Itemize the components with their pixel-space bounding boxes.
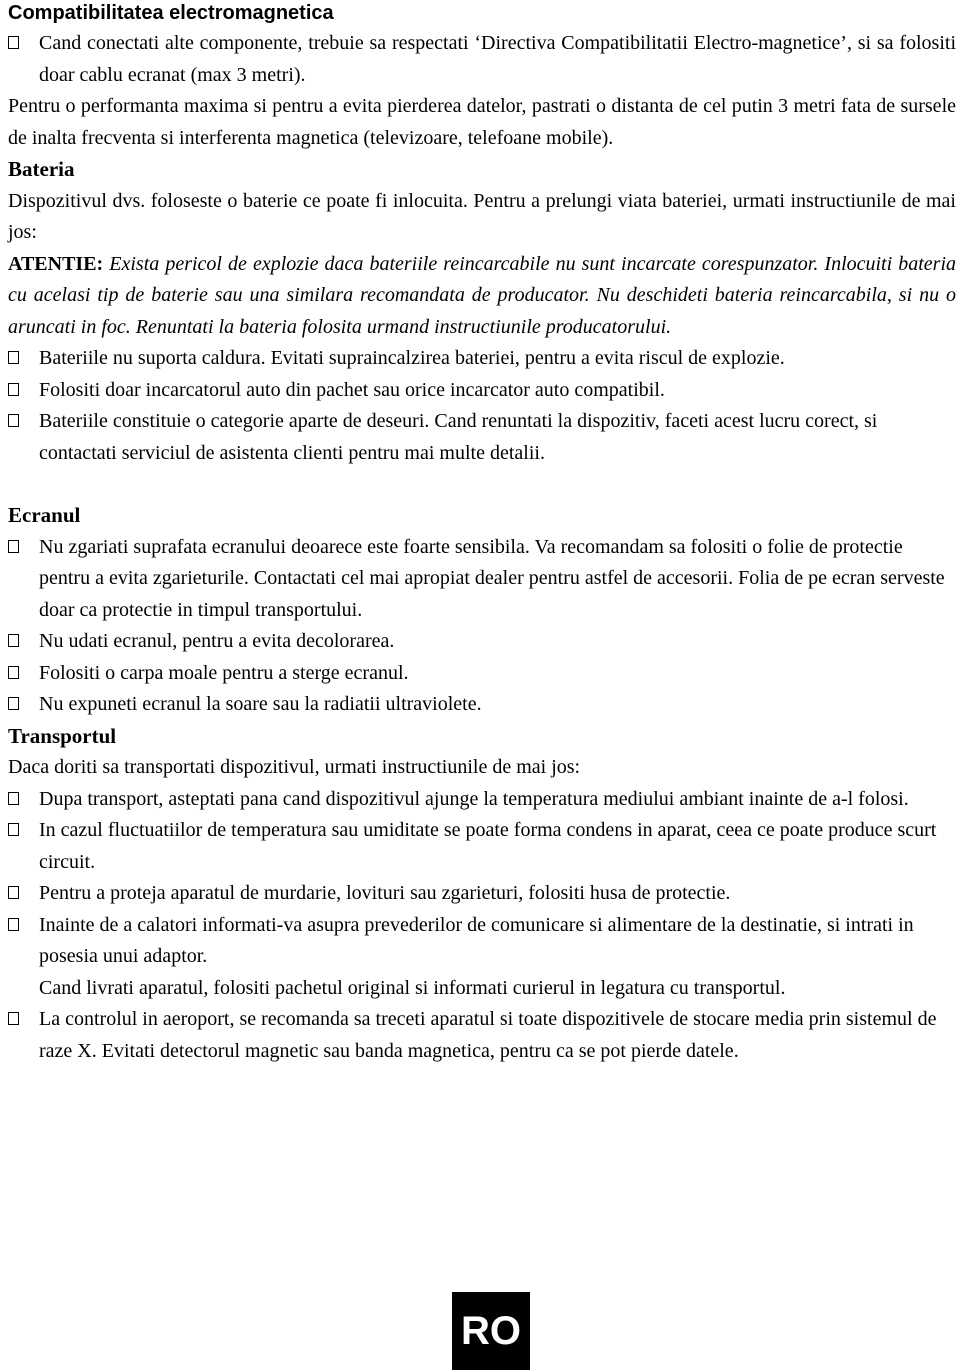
battery-warning [8, 249, 956, 344]
transport-intro: Daca doriti sa transportati dispozitivul, urmati instructiunile de mai jos: [8, 756, 581, 778]
screen-bullet-4: Nu expuneti ecranul la soare sau la radiatii ultraviolete. [8, 689, 956, 721]
battery-heading: Bateria [8, 157, 75, 181]
emc-paragraph: Pentru o performanta maxima si pentru a evita pierderea datelor, pastrati o distanta de cel putin 3 metri fata de sursele de inalta frecventa si interferenta magnetica (televizoare, telefoane mobile). [8, 95, 956, 149]
battery-bullet-3: Bateriile constituie o categorie aparte de deseuri. Cand renuntati la dispozitiv, faceti acest lucru corect, si contactati serviciul de asistenta clienti pentru mai multe detalii. [8, 406, 956, 469]
transport-bullet-3: Pentru a proteja aparatul de murdarie, lovituri sau zgarieturi, folositi husa de protectie. [8, 878, 956, 910]
square-bullet-icon [8, 1012, 19, 1025]
square-bullet-icon [8, 540, 19, 553]
warning-label: ATENTIE: [8, 252, 104, 275]
square-bullet-icon [8, 697, 19, 710]
transport-bullet-5: La controlul in aeroport, se recomanda sa treceti aparatul si toate dispozitivele de stocare media prin sistemul de raze X. Evitati detectorul magnetic sau banda magnetica, pentru ca se pot pierde datele. [8, 1004, 956, 1067]
transport-bullet-2: In cazul fluctuatiilor de temperatura sau umiditate se poate forma condens in aparat, ceea ce poate produce scurt circuit. [8, 815, 956, 878]
transport-heading: Transportul [8, 723, 117, 748]
language-badge: RO [452, 1292, 530, 1370]
square-bullet-icon [8, 886, 19, 899]
battery-bullet-2: Folositi doar incarcatorul auto din pachet sau orice incarcator auto compatibil. [8, 375, 956, 407]
transport-bullet-4: Inainte de a calatori informati-va asupra prevederilor de comunicare si alimentare de la destinatie, si intrati in posesia unui adaptor. [8, 910, 956, 973]
warning-text: Exista pericol de explozie daca bateriile reincarcabile nu sunt incarcate corespunzator. Inlocuiti bateria cu acelasi tip de baterie sau una similara recomandata de producator. Nu deschideti bateria reincarcabila, si nu o aruncati in foc. Renuntati la bateria folosita urmand instructiunile producatorului. [8, 252, 956, 338]
screen-heading: Ecranul [8, 503, 81, 527]
square-bullet-icon [8, 634, 19, 647]
square-bullet-icon [8, 918, 19, 931]
square-bullet-icon [8, 36, 19, 49]
battery-intro: Dispozitivul dvs. foloseste o baterie ce poate fi inlocuita. Pentru a prelungi viata bateriei, urmati instructiunile de mai jos: [8, 189, 956, 243]
emc-bullet: Cand conectati alte componente, trebuie sa respectati ‘Directiva Compatibilitatii Electro-magnetice’, si sa folositi doar cablu ecranat (max 3 metri). [8, 28, 956, 91]
square-bullet-icon [8, 823, 19, 836]
square-bullet-icon [8, 351, 19, 364]
section-spacer [8, 469, 956, 500]
transport-bullet-1: Dupa transport, asteptati pana cand dispozitivul ajunge la temperatura mediului ambiant inainte de a-l folosi. [8, 784, 956, 816]
screen-bullet-3: Folositi o carpa moale pentru a sterge ecranul. [8, 658, 956, 690]
square-bullet-icon [8, 792, 19, 805]
square-bullet-icon [8, 666, 19, 679]
battery-bullet-1: Bateriile nu suporta caldura. Evitati supraincalzirea bateriei, pentru a evita riscul de explozie. [8, 343, 956, 375]
screen-bullet-2: Nu udati ecranul, pentru a evita decolorarea. [8, 626, 956, 658]
square-bullet-icon [8, 383, 19, 396]
square-bullet-icon [8, 414, 19, 427]
screen-bullet-1: Nu zgariati suprafata ecranului deoarece este foarte sensibila. Va recomandam sa folositi o folie de protectie pentru a evita zgarieturile. Contactati cel mai apropiat dealer pentru astfel de accesorii. Folia de pe ecran serveste doar ca protectie in timpul transportului. [8, 532, 956, 627]
document-page [8, 0, 956, 1067]
transport-continuation: Cand livrati aparatul, folositi pachetul original si informati curierul in legatura cu transportul. [39, 976, 786, 999]
emc-heading: Compatibilitatea electromagnetica [8, 2, 334, 24]
